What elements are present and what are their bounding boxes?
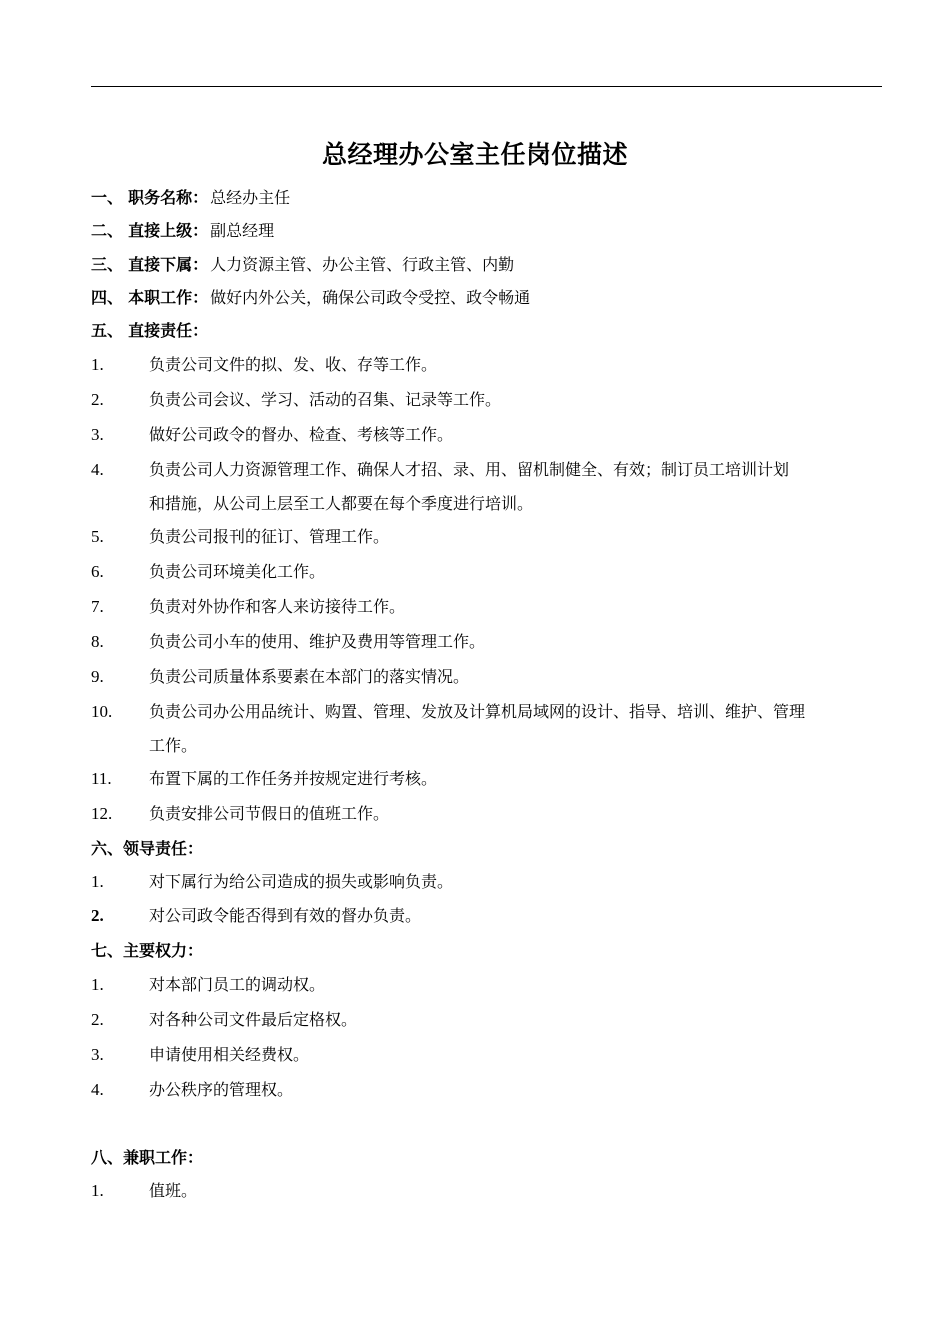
item-number: 1. — [91, 872, 104, 891]
item-text: 办公秩序的管理权。 — [149, 1080, 294, 1099]
item-number: 3. — [91, 425, 104, 444]
item-text: 值班。 — [149, 1181, 198, 1200]
item-text: 负责公司小车的使用、维护及费用等管理工作。 — [149, 632, 486, 651]
item-text: 负责公司文件的拟、发、收、存等工作。 — [149, 355, 438, 374]
section-leadership-responsibilities — [91, 832, 891, 865]
leadership-item — [91, 865, 891, 898]
item-text: 布置下属的工作任务并按规定进行考核。 — [149, 769, 438, 788]
section-number: 二、 — [91, 221, 124, 240]
item-text: 对各种公司文件最后定格权。 — [149, 1010, 358, 1029]
item-number: 3. — [91, 1045, 104, 1064]
duty-item-continuation: 工作。 — [149, 736, 198, 755]
duty-item — [91, 590, 891, 623]
section-direct-superior — [91, 214, 891, 247]
item-text: 对下属行为给公司造成的损失或影响负责。 — [149, 872, 454, 891]
item-number: 1. — [91, 975, 104, 994]
item-text: 负责公司报刊的征订、管理工作。 — [149, 527, 390, 546]
section-label: 本职工作： — [128, 288, 209, 307]
parttime-item — [91, 1174, 891, 1207]
section-value: 做好内外公关，确保公司政令受控、政令畅通 — [210, 288, 531, 307]
section-label: 六、领导责任： — [91, 839, 204, 858]
section-label: 直接责任： — [128, 321, 209, 340]
header-rule — [91, 86, 882, 87]
section-job-title — [91, 181, 891, 214]
section-number: 四、 — [91, 288, 124, 307]
power-item — [91, 1038, 891, 1071]
section-label: 职务名称： — [128, 188, 209, 207]
section-label: 直接上级： — [128, 221, 209, 240]
item-text: 负责安排公司节假日的值班工作。 — [149, 804, 390, 823]
item-text: 对本部门员工的调动权。 — [149, 975, 326, 994]
item-text: 负责公司环境美化工作。 — [149, 562, 326, 581]
section-direct-subordinates — [91, 248, 891, 281]
section-part-time-work — [91, 1141, 891, 1174]
section-number: 一、 — [91, 188, 124, 207]
section-label: 七、主要权力： — [91, 941, 204, 960]
item-number: 6. — [91, 562, 104, 581]
duty-item — [91, 555, 891, 588]
duty-item — [91, 418, 891, 451]
section-value: 总经办主任 — [210, 188, 291, 207]
section-main-powers — [91, 934, 891, 967]
item-number: 11. — [91, 769, 112, 788]
item-text: 对公司政令能否得到有效的督办负责。 — [149, 906, 422, 925]
duty-item — [91, 660, 891, 693]
item-text: 负责公司人力资源管理工作、确保人才招、录、用、留机制健全、有效；制订员工培训计划 — [149, 460, 790, 479]
section-core-duty — [91, 281, 891, 314]
duty-item — [91, 453, 891, 486]
item-number: 7. — [91, 597, 104, 616]
item-text: 负责对外协作和客人来访接待工作。 — [149, 597, 406, 616]
item-number: 8. — [91, 632, 104, 651]
duty-item — [91, 383, 891, 416]
section-value: 人力资源主管、办公主管、行政主管、内勤 — [210, 255, 515, 274]
item-number: 5. — [91, 527, 104, 546]
item-text: 申请使用相关经费权。 — [149, 1045, 310, 1064]
item-text: 负责公司会议、学习、活动的召集、记录等工作。 — [149, 390, 502, 409]
power-item — [91, 968, 891, 1001]
duty-item — [91, 520, 891, 553]
section-label: 八、兼职工作： — [91, 1148, 204, 1167]
item-number: 12. — [91, 804, 113, 823]
item-number: 9. — [91, 667, 104, 686]
item-text: 负责公司办公用品统计、购置、管理、发放及计算机局域网的设计、指导、培训、维护、管理 — [149, 702, 806, 721]
item-number: 2. — [91, 390, 104, 409]
item-number: 2. — [91, 1010, 104, 1029]
power-item — [91, 1003, 891, 1036]
item-number: 2. — [91, 906, 104, 925]
duty-item — [91, 625, 891, 658]
section-direct-responsibilities — [91, 314, 891, 347]
power-item — [91, 1073, 891, 1106]
duty-item-continuation: 和措施，从公司上层至工人都要在每个季度进行培训。 — [149, 494, 534, 513]
item-number: 1. — [91, 355, 104, 374]
duty-item — [91, 797, 891, 830]
item-number: 10. — [91, 702, 113, 721]
leadership-item — [91, 899, 891, 932]
section-number: 三、 — [91, 255, 124, 274]
section-label: 直接下属： — [128, 255, 209, 274]
duty-item — [91, 348, 891, 381]
duty-item — [91, 762, 891, 795]
section-value: 副总经理 — [210, 221, 275, 240]
section-number: 五、 — [91, 321, 124, 340]
item-number: 4. — [91, 1080, 104, 1099]
item-text: 负责公司质量体系要素在本部门的落实情况。 — [149, 667, 470, 686]
item-number: 4. — [91, 460, 104, 479]
duty-item — [91, 695, 891, 728]
item-number: 1. — [91, 1181, 104, 1200]
document-title: 总经理办公室主任岗位描述 — [321, 140, 628, 169]
item-text: 做好公司政令的督办、检查、考核等工作。 — [149, 425, 454, 444]
